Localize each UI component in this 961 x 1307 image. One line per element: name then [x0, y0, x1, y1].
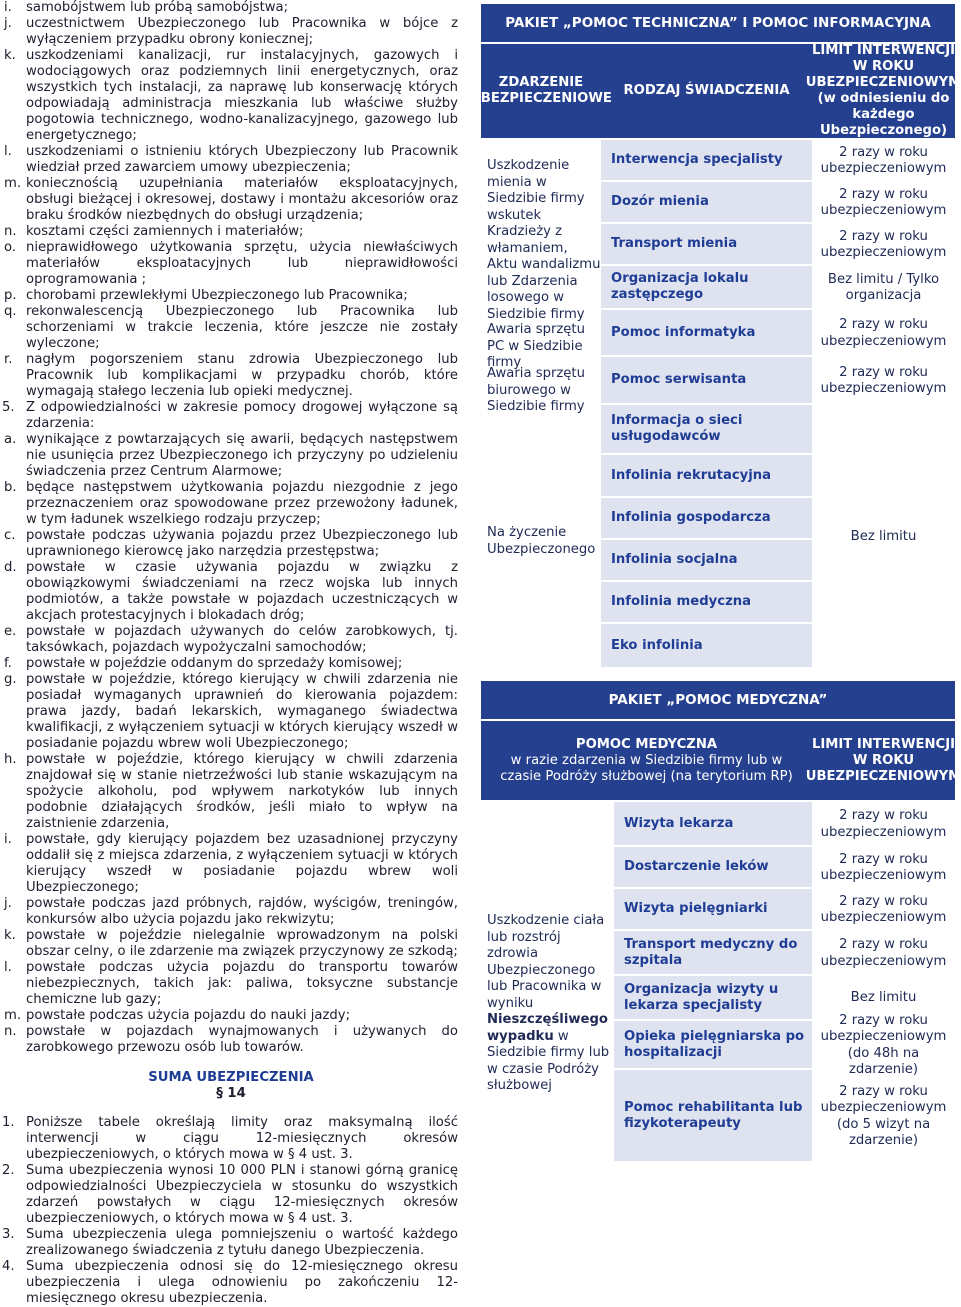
- list-item-label: o.: [4, 240, 17, 255]
- list-item-label: e.: [4, 624, 17, 639]
- med-col-event-subtitle: w razie zdarzenia w Siedzibie firmy lub w czasie Podróży służbowej (na terytorium RP): [500, 752, 793, 784]
- limit-cell: [812, 182, 955, 224]
- list-item-text: koniecznością uzupełniania materiałów eksploatacyjnych, obsługi bieżącej i okresowej, dostawy i montażu akcesoriów oraz braku środków niezbędnych do obsługi urządzenia;: [26, 176, 458, 223]
- limit-line: 2 razy w roku: [839, 808, 928, 823]
- limit-cell: [812, 1070, 955, 1163]
- service-row: Infolinia medyczna: [601, 582, 812, 624]
- list-item-label: 2.: [2, 1163, 15, 1178]
- list-item-text: uczestnictwem Ubezpieczonego lub Pracownika w bójce z wyłączeniem przypadku obrony koniecznej;: [26, 16, 458, 47]
- limit-cell: [812, 224, 955, 266]
- list-item-label: 3.: [2, 1227, 15, 1242]
- limit-line: 2 razy w roku: [839, 364, 928, 380]
- tech-event-2: Awaria sprzętu PC w Siedzibie firmy: [487, 322, 585, 370]
- service-row: Organizacja wizyty u lekarza specjalisty: [614, 976, 812, 1021]
- limit-line: ubezpieczeniowym: [820, 381, 947, 396]
- list-item-label: m.: [4, 1008, 22, 1023]
- tech-table: [470, 4, 961, 671]
- list-item-text: samobójstwem lub próbą samobójstwa;: [26, 0, 289, 15]
- med-event: [481, 913, 611, 1095]
- list-item-text: powstałe w czasie używania pojazdu w związku z obowiązkowymi świadczeniami na rzecz wojska lub innych podmiotów, a także powstałe w pojazdach uczestniczących w akcjach protestacyjnych i blokadach dróg;: [26, 560, 458, 623]
- list-item-label: i.: [4, 0, 12, 15]
- service-row: Wizyta lekarza: [614, 802, 812, 847]
- limit-cell: [812, 889, 955, 931]
- list-item-label: p.: [4, 288, 17, 303]
- limit-line: 2 razy w roku: [839, 228, 928, 244]
- limit-line: 2 razy w roku: [839, 1083, 928, 1099]
- tech-event-4: Na życzenie Ubezpieczonego: [487, 525, 596, 557]
- list-item: [4, 352, 458, 400]
- list-item-text: powstałe w pojeździe nielegalnie wprowadzonym na polski obszar celny, o ile zdarzenie ma związek przyczynowy ze szkodą;: [26, 928, 458, 959]
- limit-cell: [812, 847, 955, 889]
- list-item-text: Suma ubezpieczenia odnosi się do 12-miesięcznego okresu ubezpieczenia i ulega odnowieniu po zakończeniu 12-miesięcznego okresu ubezpieczenia.: [26, 1259, 458, 1306]
- limit-line: 2 razy w roku: [839, 144, 928, 160]
- list-item: [4, 1259, 458, 1307]
- list-item-label: i.: [4, 832, 12, 847]
- service-row: Interwencja specjalisty: [601, 140, 812, 182]
- list-item: [4, 144, 458, 176]
- tech-col-limit-header: LIMIT INTERWENCJI W ROKU UBEZPIECZENIOWYM (w odniesieniu do każdego Ubezpieczonego): [805, 43, 961, 138]
- list-item: [4, 0, 458, 16]
- list-item: [4, 624, 458, 656]
- list-item-text: Suma ubezpieczenia wynosi 10 000 PLN i stanowi górną granicę odpowiedzialności Ubezpieczyciela w stosunku do wszystkich zdarzeń powstałych w ciągu 12-miesięcznych okresów ubezpieczeniowych, o których mowa w § 4 ust. 3.: [26, 1163, 458, 1226]
- list-item: [4, 224, 458, 240]
- tech-event-1: Uszkodzenie mienia w Siedzibie firmy wskutek Kradzieży z włamaniem, Aktu wandalizmu lub Zdarzenia losowego w Siedzibie firmy: [487, 158, 601, 322]
- list-item-label: g.: [4, 672, 17, 687]
- list-item-label: h.: [4, 752, 17, 767]
- exclusions-column: [4, 0, 458, 1307]
- list-item-label: q.: [4, 304, 17, 319]
- list-item-text: powstałe w pojeździe, którego kierujący w chwili zdarzenia znajdował się w stanie nietrzeźwości lub stanie wskazującym na spożycie alkoholu, pod wpływem narkotyków lub innych podobnie działających środków, jeśli miało to wpływ na zaistnienie zdarzenia,: [26, 752, 458, 831]
- list-item-text: powstałe w pojazdach używanych do celów zarobkowych, tj. taksówkach, pojazdach wypożyczalni samochodów;: [26, 624, 458, 655]
- list-item-label: n.: [4, 224, 17, 239]
- service-row: Transport medyczny do szpitala: [614, 931, 812, 976]
- list-item-label: r.: [4, 352, 13, 367]
- list-item-label: 1.: [2, 1115, 15, 1130]
- list-item-label: k.: [4, 48, 16, 63]
- list-item-label: l.: [4, 144, 12, 159]
- tech-limits-column: [812, 140, 955, 669]
- med-table-title: PAKIET „POMOC MEDYCZNA”: [481, 681, 955, 721]
- list-item-label: c.: [4, 528, 16, 543]
- limit-line: ubezpieczeniowym: [820, 910, 947, 925]
- list-item-text: powstałe podczas użycia pojazdu do transportu towarów niebezpiecznych, takich jak: paliwa, toksyczne substancje chemiczne lub gazy;: [26, 960, 458, 1007]
- tech-col-event-header: ZDARZENIE UBEZPIECZENIOWE: [470, 75, 612, 106]
- service-row: Eko infolinia: [601, 624, 812, 669]
- point-5-label: 5.: [2, 400, 15, 415]
- list-item: [4, 16, 458, 48]
- list-item: [4, 960, 458, 1008]
- limit-line: Bez limitu: [850, 528, 917, 544]
- limit-line: 2 razy w roku: [839, 186, 928, 202]
- list-item-label: j.: [4, 896, 12, 911]
- list-item: [4, 1227, 458, 1259]
- service-row: Pomoc serwisanta: [601, 357, 812, 405]
- list-item-text: kosztami części zamiennych i materiałów;: [26, 224, 304, 239]
- list-item: [4, 832, 458, 896]
- med-col-limit-header: LIMIT INTERWENCJI W ROKU UBEZPIECZENIOWYM: [805, 736, 961, 784]
- list-item-text: powstałe w pojazdach wynajmowanych i używanych do zarobkowego przewozu osób lub towarów.: [26, 1024, 458, 1055]
- point-5-text: Z odpowiedzialności w zakresie pomocy drogowej wyłączone są zdarzenia:: [26, 400, 458, 431]
- list-item-text: rekonwalescencją Ubezpieczonego lub Pracownika lub schorzeniami w trakcie leczenia, które jeszcze nie zostały wyleczone;: [26, 304, 458, 351]
- service-row: Wizyta pielęgniarki: [614, 889, 812, 931]
- tech-event-3: Awaria sprzętu biurowego w Siedzibie firmy: [487, 366, 585, 414]
- list-item: [4, 240, 458, 288]
- med-col-event-title: POMOC MEDYCZNA: [575, 736, 718, 752]
- limit-cell: [812, 931, 955, 976]
- list-item-text: powstałe podczas używania pojazdu przez Ubezpieczonego lub uprawnionego kierowcę jako narzędzia przestępstwa;: [26, 528, 458, 559]
- list-item: [4, 896, 458, 928]
- limit-line: (do 48h na zdarzenie): [847, 1045, 920, 1077]
- limit-cell: [812, 357, 955, 405]
- list-item-label: j.: [4, 16, 12, 31]
- service-row: Infolinia rekrutacyjna: [601, 455, 812, 498]
- suma-ubezpieczenia-heading: SUMA UBEZPIECZENIA: [148, 1070, 314, 1085]
- med-table-header: [481, 721, 961, 802]
- list-item: [4, 656, 458, 672]
- list-item-text: powstałe w pojeździe, którego kierujący w chwili zdarzenia nie posiadał wymaganych uprawnień do kierowania pojazdem: prawa jazdy, badań lekarskich, wymaganego świadectwa kwalifikacji, z wyłączeniem sytuacji w których kierujący wszedł w posiadanie pojazdu wbrew woli Ubezpieczonego;: [26, 672, 458, 751]
- list-item-text: nieprawidłowego użytkowania sprzętu, użycia niewłaściwych materiałów eksploatacyjnych lub nieprawidłowości oprogramowania ;: [26, 240, 458, 287]
- limit-line: ubezpieczeniowym: [820, 245, 947, 260]
- limit-cell: [812, 405, 955, 669]
- list-item: [4, 304, 458, 352]
- limit-line: 2 razy w roku: [839, 317, 928, 332]
- limit-line: ubezpieczeniowym: [820, 161, 947, 176]
- med-event-text-bold: Nieszczęśliwego wypadku: [487, 1012, 608, 1044]
- med-limits-column: [812, 802, 955, 1163]
- list-item-label: l.: [4, 960, 12, 975]
- list-item-label: f.: [4, 656, 12, 671]
- exclusions-list-a: [4, 0, 458, 400]
- suma-points-list: [4, 1115, 458, 1307]
- service-row: Dozór mienia: [601, 182, 812, 224]
- med-event-text-b: w Siedzibie firmy lub w czasie Podróży służbowej: [487, 1028, 610, 1093]
- list-item: [4, 480, 458, 528]
- service-row: Infolinia gospodarcza: [601, 498, 812, 540]
- med-services-column: [614, 802, 812, 1163]
- list-item: [4, 1163, 458, 1227]
- list-item-text: uszkodzeniami kanalizacji, rur instalacyjnych, gazowych i wodociągowych oraz podziemnych linii energetycznych, oraz wszystkich tych instalacji, za naprawę lub konserwację których odpowiadają administracja mieszkania lub właściwe służby pogotowia technicznego, wodno-kanalizacyjnego, gazowego lub energetycznego;: [26, 48, 458, 143]
- limit-line: (do 5 wizyt na zdarzenie): [836, 1116, 931, 1148]
- list-item: [4, 1008, 458, 1024]
- service-row: Opieka pielęgniarska po hospitalizacji: [614, 1021, 812, 1070]
- service-row: Infolinia socjalna: [601, 540, 812, 582]
- list-item: [4, 928, 458, 960]
- list-item: [4, 48, 458, 144]
- list-item-text: powstałe podczas użycia pojazdu do nauki jazdy;: [26, 1008, 351, 1023]
- list-item-label: 4.: [2, 1259, 15, 1274]
- limit-cell: [812, 266, 955, 310]
- limit-cell: [812, 140, 955, 182]
- limit-line: 2 razy w roku: [839, 893, 928, 909]
- list-item-text: będące następstwem użytkowania pojazdu niezgodnie z jego przeznaczeniem oraz spowodowane przez przewożony ładunek, w tym ładunek wszelkiego rodzaju przyczep;: [26, 480, 458, 527]
- tech-table-header: [470, 43, 961, 140]
- limit-line: 2 razy w roku: [839, 851, 928, 867]
- limit-line: ubezpieczeniowym: [820, 1029, 947, 1044]
- limit-line: 2 razy w roku: [839, 937, 928, 952]
- list-item-text: powstałe, gdy kierujący pojazdem bez uzasadnionej przyczyny oddalił się z miejsca zdarzenia, z wyłączeniem sytuacji w których kierujący wszedł w posiadanie pojazdu wbrew woli Ubezpieczonego;: [26, 832, 458, 895]
- list-item: [4, 528, 458, 560]
- list-item: [4, 560, 458, 624]
- list-item-text: nagłym pogorszeniem stanu zdrowia Ubezpieczonego lub Pracownik lub komplikacjami w przypadku chorób, które wymagają stałego leczenia lub opieki medycznej.: [26, 352, 458, 399]
- section-number: 14: [227, 1086, 246, 1101]
- tech-table-body: [481, 140, 955, 669]
- exclusions-list-b: [4, 432, 458, 1056]
- list-item-text: powstałe podczas jazd próbnych, rajdów, wyścigów, treningów, konkursów albo użycia pojazdu jako rekwizytu;: [26, 896, 458, 927]
- limit-line: ubezpieczeniowym: [820, 824, 947, 840]
- service-row: Dostarczenie leków: [614, 847, 812, 889]
- list-item-text: wynikające z powtarzających się awarii, będących następstwem nie usunięcia przez Ubezpieczonego ich przyczyny po udzieleniu świadczenia przez Centrum Alarmowe;: [26, 432, 458, 479]
- list-item: [4, 432, 458, 480]
- med-table: [481, 681, 961, 1165]
- section-14-heading: [4, 1086, 458, 1102]
- limit-line: ubezpieczeniowym: [820, 868, 947, 883]
- list-item-text: chorobami przewlekłymi Ubezpieczonego lub Pracownika;: [26, 288, 408, 303]
- limit-line: ubezpieczeniowym: [820, 333, 947, 349]
- list-item-text: Poniższe tabele określają limity oraz maksymalną ilość interwencji w ciągu 12-miesięcznych okresów ubezpieczeniowych, o których mowa w § 4 ust. 3.: [26, 1115, 458, 1162]
- list-item-text: uszkodzeniami o istnieniu których Ubezpieczony lub Pracownik wiedział przed zawarciem umowy ubezpieczenia;: [26, 144, 458, 175]
- list-item-label: k.: [4, 928, 16, 943]
- list-item-label: m.: [4, 176, 22, 191]
- limit-line: ubezpieczeniowym: [820, 953, 947, 969]
- limit-line: Bez limitu: [850, 990, 917, 1006]
- list-item: [4, 288, 458, 304]
- limit-cell: [812, 1012, 955, 1077]
- limit-line: ubezpieczeniowym: [820, 203, 947, 218]
- limit-cell: [812, 310, 955, 357]
- list-item: [4, 176, 458, 224]
- med-table-body: [481, 802, 955, 1163]
- list-item: [4, 1115, 458, 1163]
- limit-line: organizacja: [845, 288, 922, 303]
- tech-table-title: PAKIET „POMOC TECHNICZNA” I POMOC INFORMACYJNA: [481, 4, 955, 44]
- list-item: [4, 672, 458, 752]
- list-item: [4, 1024, 458, 1056]
- list-item-label: d.: [4, 560, 17, 575]
- point-5: [4, 400, 458, 432]
- list-item-label: b.: [4, 480, 17, 495]
- list-item-label: a.: [4, 432, 17, 447]
- tech-services-column: [601, 140, 812, 669]
- service-row: Pomoc informatyka: [601, 310, 812, 357]
- list-item-text: Suma ubezpieczenia ulega pomniejszeniu o wartość każdego zrealizowanego świadczenia z tytułu danego Ubezpieczenia.: [26, 1227, 458, 1258]
- service-row: Informacja o sieci usługodawców: [601, 405, 812, 455]
- limit-line: Bez limitu / Tylko: [827, 271, 940, 287]
- limit-cell: [812, 802, 955, 847]
- service-row: Transport mienia: [601, 224, 812, 266]
- tech-col-service-header: RODZAJ ŚWIADCZENIA: [623, 83, 790, 98]
- limit-line: ubezpieczeniowym: [820, 1100, 947, 1115]
- list-item-text: powstałe w pojeździe oddanym do sprzedaży komisowej;: [26, 656, 403, 671]
- med-col-event-header: [481, 721, 812, 800]
- list-item: [4, 752, 458, 832]
- list-item-label: n.: [4, 1024, 17, 1039]
- limit-line: 2 razy w roku: [839, 1012, 928, 1028]
- section-symbol: §: [216, 1086, 223, 1101]
- service-row: Pomoc rehabilitanta lub fizykoterapeuty: [614, 1070, 812, 1163]
- service-row: Organizacja lokalu zastępczego: [601, 266, 812, 310]
- med-event-text-a: Uszkodzenie ciała lub rozstrój zdrowia Ubezpieczonego lub Pracownika w wyniku: [487, 913, 605, 1011]
